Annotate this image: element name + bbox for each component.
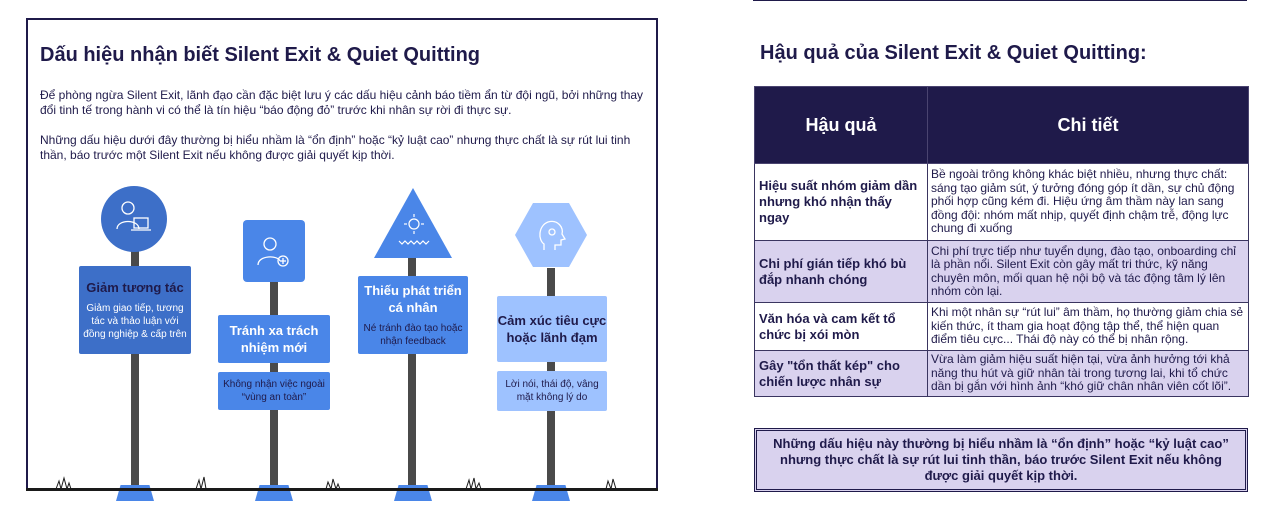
sign-2-title: Tránh xa trách nhiệm mới [229,323,319,355]
sign-4-desc: Lời nói, thái độ, vâng mặt không lý do [505,379,599,403]
table-row [755,351,1249,397]
consequences-title: Hậu quả của Silent Exit & Quiet Quitting: [760,42,1147,64]
table-row [755,303,1249,351]
sign-2-desc: Không nhận việc ngoài “vùng an toàn” [223,379,325,403]
sign-3-title: Thiếu phát triển cá nhân [364,283,462,315]
sign-icon-shape-3 [372,186,454,260]
row-3-consequence: Văn hóa và cam kết tổ chức bị xói mòn [755,303,928,351]
sign-board-2-title [218,315,330,363]
sign-1-title: Giảm tương tác [86,280,184,295]
table-row [755,164,1249,241]
sign-board-4-desc [497,371,607,411]
sign-board-4-title [497,296,607,362]
sign-board-2-desc [218,372,330,410]
row-2-consequence: Chi phí gián tiếp khó bù đắp nhanh chóng [755,241,928,303]
column-header-consequence: Hậu quả [755,87,928,164]
sign-board-1 [79,266,191,354]
table-header-row [755,87,1249,164]
sign-board-3 [358,276,468,354]
row-4-consequence: Gây "tổn thất kép" cho chiến lược nhân sự [755,351,928,397]
sign-1-desc: Giảm giao tiếp, tương tác và thảo luận với đồng nghiệp & cấp trên [83,303,187,340]
grass-decoration [26,476,658,490]
sign-3-desc: Né tránh đào tạo hoặc nhận feedback [363,323,463,347]
row-2-detail: Chi phí trực tiếp như tuyển dụng, đào tạo, onboarding chỉ là phần nổi. Silent Exit còn gây mất tri thức, kỹ năng chuyên môn, mối quan hệ nội bộ và tác động tâm lý lên nhóm còn lại. [928,241,1249,303]
sign-icon-shape-4 [514,202,588,268]
row-1-consequence: Hiệu suất nhóm giảm dần nhưng khó nhận thấy ngay [755,164,928,241]
summary-note [754,428,1248,492]
consequences-table [754,86,1249,397]
row-1-detail: Bề ngoài trông không khác biệt nhiều, nhưng thực chất: sáng tạo giảm sút, ý tưởng đóng góp ít dần, sự chủ động phối hợp cũng kém đi. Hiệu ứng âm thầm này lan sang đồng đội: nhóm mất nhịp, quyết định chậm trễ, động lực chung đi xuống [928,164,1249,241]
sign-icon-shape-1 [100,185,168,253]
row-3-detail: Khi một nhân sự “rút lui” âm thầm, họ thường giảm chia sẻ kiến thức, ít tham gia hoạt động tập thể, thể hiện quan điểm tiêu cực... Thái độ này có thể bị nhân rộng. [928,303,1249,351]
row-4-detail: Vừa làm giảm hiệu suất hiện tại, vừa ảnh hưởng tới khả năng thu hút và giữ nhân tài trong tương lai, khi tổ chức dần bị gắn với hình ảnh “khó giữ chân nhân viên cốt lõi”. [928,351,1249,397]
top-rule [753,0,1247,1]
sign-4-title: Cảm xúc tiêu cực hoặc lãnh đạm [497,313,607,345]
table-row [755,241,1249,303]
sign-icon-shape-2 [242,219,306,283]
column-header-detail: Chi tiết [928,87,1249,164]
signs-title: Dấu hiệu nhận biết Silent Exit & Quiet Quitting [40,44,481,66]
summary-note-text: Những dấu hiệu này thường bị hiểu nhầm là “ổn định” hoặc “kỷ luật cao” nhưng thực chất là sự rút lui tinh thần, báo trước Silent Exit nếu không được giải quyết kịp thời. [773,436,1229,483]
signs-warning-paragraph: Những dấu hiệu dưới đây thường bị hiểu nhầm là “ổn định” hoặc “kỷ luật cao” nhưng thực chất là sự rút lui tinh thần, báo trước một Silent Exit nếu không được giải quyết kịp thời. [40,133,631,162]
signs-intro-paragraph: Để phòng ngừa Silent Exit, lãnh đạo cần đặc biệt lưu ý các dấu hiệu cảnh báo tiềm ẩn từ đội ngũ, bởi những thay đổi tinh tế trong hành vi có thể là tín hiệu “báo động đỏ” trước khi nhân sự rời đi thực sự. [40,88,644,117]
